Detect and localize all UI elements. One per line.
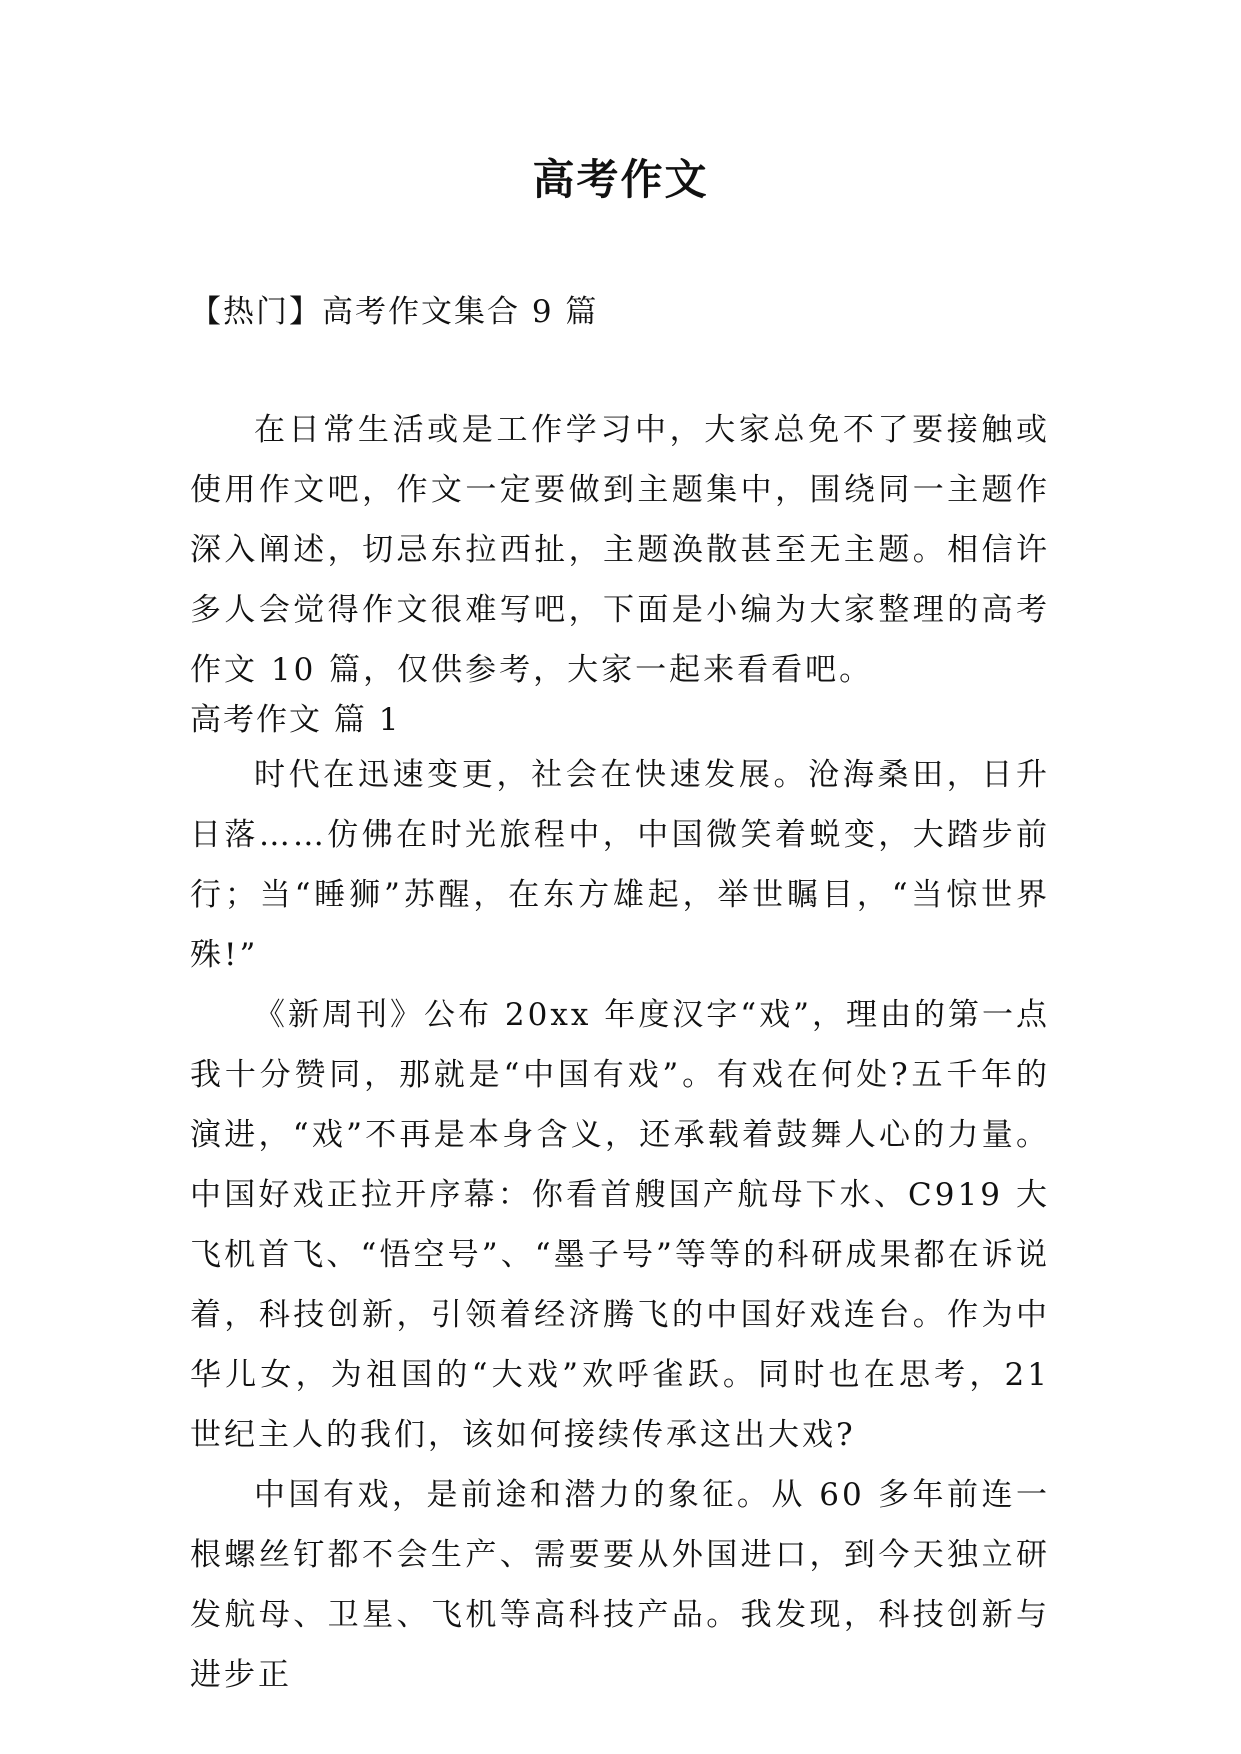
essay-body (190, 745, 1050, 1705)
document-title: 高考作文 (532, 155, 709, 204)
intro-paragraph-block (190, 400, 1050, 700)
essay-paragraph-3: 中国有戏，是前途和潜力的象征。从 60 多年前连一根螺丝钉都不会生产、需要要从外国进口，到今天独立研发航母、卫星、飞机等高科技产品。我发现，科技创新与进步正 (190, 1477, 1050, 1693)
intro-paragraph: 在日常生活或是工作学习中，大家总免不了要接触或使用作文吧，作文一定要做到主题集中，围绕同一主题作深入阐述，切忌东拉西扯，主题涣散甚至无主题。相信许多人会觉得作文很难写吧，下面是小编为大家整理的高考作文 10 篇，仅供参考，大家一起来看看吧。 (190, 412, 1050, 688)
essay-paragraph-1: 时代在迅速变更，社会在快速发展。沧海桑田，日升日落……仿佛在时光旅程中，中国微笑着蜕变，大踏步前行；当“睡狮”苏醒，在东方雄起，举世瞩目，“当惊世界殊!” (190, 757, 1050, 973)
essay-paragraph-2: 《新周刊》公布 20xx 年度汉字“戏”，理由的第一点我十分赞同，那就是“中国有戏”。有戏在何处?五千年的演进，“戏”不再是本身含义，还承载着鼓舞人心的力量。中国好戏正拉开序幕：你看首艘国产航母下水、C919 大飞机首飞、“悟空号”、“墨子号”等等的科研成果都在诉说着，科技创新，引领着经济腾飞的中国好戏连台。作为中华儿女，为祖国的“大戏”欢呼雀跃。同时也在思考，21 世纪主人的我们，该如何接续传承这出大戏? (190, 997, 1050, 1453)
document-subtitle: 【热门】高考作文集合 9 篇 (190, 294, 599, 330)
section-heading: 高考作文 篇 1 (190, 702, 401, 738)
